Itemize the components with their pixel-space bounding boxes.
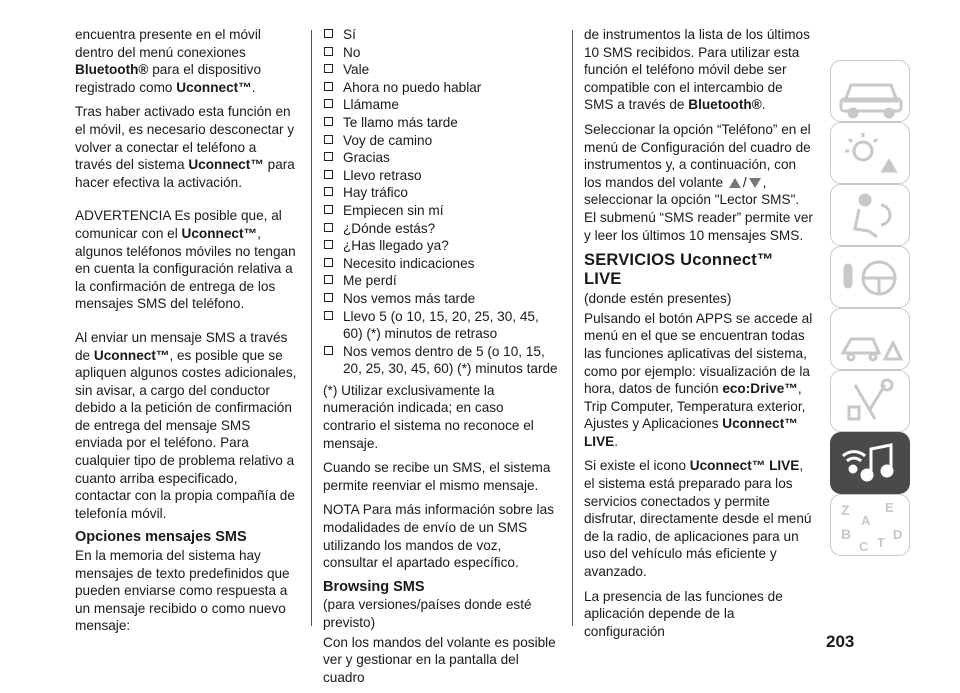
checkbox-square-icon <box>324 258 333 267</box>
option-label: Nos vemos más tarde <box>343 290 476 306</box>
paragraph: Al enviar un mensaje SMS a través de Uconnect™, es posible que se apliquen algunos costes adicionales, sin avisar, a cargo del conductor debido a la petición de confirmación de entrega del mensaje SMS enviada por el teléfono. Para cualquier tipo de problema relativo a cuanto arriba especificado, contactar con la propia compañía de telefonía móvil. <box>75 329 297 521</box>
option-label: ¿Has llegado ya? <box>343 238 449 254</box>
checkbox-square-icon <box>324 82 333 91</box>
option-label: Voy de camino <box>343 132 433 148</box>
tab-car[interactable] <box>830 60 910 122</box>
tab-warning-lights[interactable] <box>830 122 910 184</box>
index-letter: Z <box>841 502 850 518</box>
option-label: Me perdí <box>343 273 397 289</box>
index-letter: T <box>877 535 885 550</box>
tab-multimedia[interactable] <box>830 432 910 494</box>
option-label: Te llamo más tarde <box>343 114 458 130</box>
index-letter: A <box>861 513 871 528</box>
checkbox-square-icon <box>324 187 333 196</box>
list-item <box>323 114 559 132</box>
section-heading: SERVICIOS Uconnect™ LIVE <box>584 251 774 289</box>
list-item <box>323 202 559 220</box>
option-label: Llevo retraso <box>343 167 422 183</box>
text-column-2 <box>323 26 559 693</box>
multimedia-icon <box>831 433 911 495</box>
option-label: Sí <box>343 27 356 42</box>
list-item <box>323 343 559 378</box>
paragraph: (donde estén presentes) <box>584 291 732 307</box>
section-heading: Opciones mensajes SMS <box>75 529 247 546</box>
warning-lights-icon <box>831 123 911 185</box>
list-item <box>323 44 559 62</box>
list-item <box>323 79 559 97</box>
paragraph: La presencia de las funciones de aplicación depende de la configuración <box>584 588 783 639</box>
paragraph: Pulsando el botón APPS se accede al menú en el que se encuentran todas las funciones aplicativas del sistema, como por ejemplo: visualización de la hora, datos de función eco:Drive™, Trip Computer, Temperatura exterior, Ajustes y Aplicaciones Uconnect™ LIVE. <box>584 310 813 449</box>
index-letter: C <box>859 539 869 554</box>
checkbox-square-icon <box>324 99 333 108</box>
list-item <box>323 290 559 308</box>
paragraph: Tras haber activado esta función en el móvil, es necesario desconectar y volver a conectar el teléfono a través del sistema Uconnect™ para hacer efectiva la activación. <box>75 104 295 190</box>
tools-icon <box>831 371 911 433</box>
option-label: Ahora no puedo hablar <box>343 79 482 95</box>
paragraph: (para versiones/países donde esté previsto) <box>323 597 532 630</box>
checkbox-square-icon <box>324 117 333 126</box>
list-item <box>323 167 559 185</box>
section-heading: Browsing SMS <box>323 578 425 595</box>
checkbox-square-icon <box>324 311 333 320</box>
tab-airbag[interactable] <box>830 184 910 246</box>
checkbox-square-icon <box>324 170 333 179</box>
list-item <box>323 149 559 167</box>
list-item <box>323 184 559 202</box>
option-label: Llevo 5 (o 10, 15, 20, 25, 30, 45, 60) (*) minutos de retraso <box>343 308 539 342</box>
paragraph: Si existe el icono Uconnect™ LIVE, el sistema está preparado para los servicios conectados y permite disfrutar, directamente desde el menú de la radio, de aplicaciones para un uso del vehículo más eficiente y avanzado. <box>584 458 812 580</box>
list-item <box>323 237 559 255</box>
list-item <box>323 255 559 273</box>
steering-wheel-icon <box>831 247 911 309</box>
index-letter: E <box>885 500 894 515</box>
paragraph: Con los mandos del volante es posible ver y gestionar en la pantalla del cuadro <box>323 634 556 685</box>
list-item <box>323 132 559 150</box>
checkbox-square-icon <box>324 275 333 284</box>
paragraph: de instrumentos la lista de los últimos 10 SMS recibidos. Para utilizar esta función el teléfono móvil debe ser compatible con el intercambio de SMS a través de Bluetooth®. <box>584 27 810 113</box>
option-label: Nos vemos dentro de 5 (o 10, 15, 20, 25, 30, 45, 60) (*) minutos tarde <box>343 343 558 377</box>
option-label: Gracias <box>343 150 390 166</box>
column-divider <box>572 30 573 626</box>
checkbox-square-icon <box>324 223 333 232</box>
index-icon <box>831 495 911 557</box>
column-divider <box>311 30 312 626</box>
option-label: Empiecen sin mí <box>343 202 444 218</box>
text-column-1 <box>75 26 297 642</box>
sms-options-list <box>323 26 559 378</box>
checkbox-square-icon <box>324 240 333 249</box>
checkbox-square-icon <box>324 135 333 144</box>
paragraph: En la memoria del sistema hay mensajes de texto predefinidos que pueden enviarse como respuesta a un mensaje recibido o como nuevo mensaje: <box>75 548 290 634</box>
road-hazard-icon <box>831 309 911 371</box>
list-item <box>323 220 559 238</box>
list-item <box>323 272 559 290</box>
arrow-down-icon <box>749 178 761 188</box>
checkbox-square-icon <box>324 152 333 161</box>
checkbox-square-icon <box>324 293 333 302</box>
index-letter: D <box>893 527 903 542</box>
option-label: No <box>343 44 361 60</box>
tab-road-hazard[interactable] <box>830 308 910 370</box>
checkbox-square-icon <box>324 64 333 73</box>
option-label: Hay tráfico <box>343 185 408 201</box>
tab-steering[interactable] <box>830 246 910 308</box>
checkbox-square-icon <box>324 205 333 214</box>
list-item <box>323 308 559 343</box>
list-item <box>323 96 559 114</box>
arrow-up-icon <box>729 178 741 188</box>
checkbox-square-icon <box>324 346 333 355</box>
tab-index[interactable] <box>830 494 910 556</box>
list-item <box>323 26 559 44</box>
paragraph: encuentra presente en el móvil dentro del menú conexiones Bluetooth® para el dispositivo registrado como Uconnect™. <box>75 27 262 95</box>
airbag-icon <box>831 185 911 247</box>
checkbox-square-icon <box>324 47 333 56</box>
option-label: Necesito indicaciones <box>343 255 475 271</box>
checkbox-square-icon <box>324 29 333 38</box>
paragraph: Seleccionar la opción “Teléfono” en el menú de Configuración del cuadro de instrumentos y, a continuación, con los mandos del volante / , seleccionar la opción "Lector SMS". El submenú “SMS reader” permite ver y leer los últimos 10 mensajes SMS. <box>584 121 813 243</box>
warning-paragraph: ADVERTENCIA Es posible que, al comunicar con el Uconnect™, algunos teléfonos móviles no tengan en cuenta la configuración relativa a la confirmación de entrega de los mensajes SMS del teléfono. <box>75 208 296 312</box>
option-label: ¿Dónde estás? <box>343 220 436 236</box>
list-item <box>323 61 559 79</box>
paragraph: (*) Utilizar exclusivamente la numeración indicada; en caso contrario el sistema no reconoce el mensaje. <box>323 382 534 451</box>
paragraph: Cuando se recibe un SMS, el sistema permite reenviar el mismo mensaje. <box>323 460 551 493</box>
text-column-3 <box>584 26 814 647</box>
note-paragraph: NOTA Para más información sobre las modalidades de envío de un SMS utilizando los mandos de voz, consultar el apartado específico. <box>323 502 554 571</box>
index-letter: B <box>841 526 852 542</box>
option-label: Llámame <box>343 97 399 113</box>
tab-tools[interactable] <box>830 370 910 432</box>
page-number: 203 <box>826 632 855 651</box>
option-label: Vale <box>343 62 370 78</box>
car-icon <box>831 61 911 123</box>
